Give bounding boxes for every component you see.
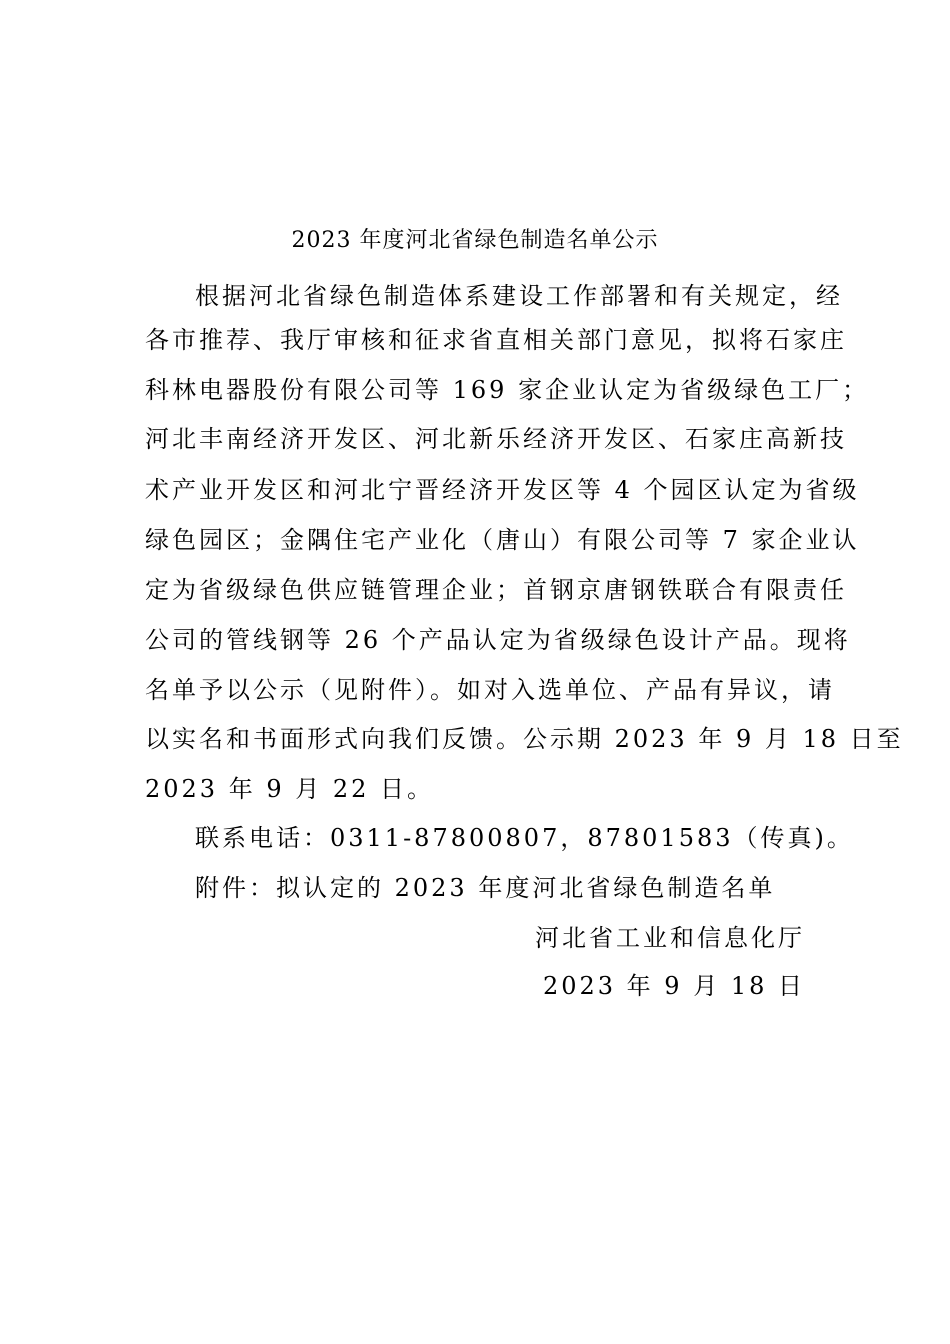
body-line-9: 名单予以公示（见附件）。如对入选单位、产品有异议，请	[145, 676, 835, 704]
body-line-11: 2023 年 9 月 22 日。	[145, 775, 435, 803]
attachment-line: 附件：拟认定的 2023 年度河北省绿色制造名单	[195, 874, 776, 902]
body-line-2: 各市推荐、我厅审核和征求省直相关部门意见，拟将石家庄	[145, 326, 847, 354]
issue-date: 2023 年 9 月 18 日	[542, 972, 805, 1000]
body-line-4: 河北丰南经济开发区、河北新乐经济开发区、石家庄高新技	[145, 425, 847, 453]
body-line-8: 公司的管线钢等 26 个产品认定为省级绿色设计产品。现将	[145, 626, 851, 654]
contact-line: 联系电话：0311-87800807，87801583（传真)。	[195, 824, 854, 852]
body-line-3: 科林电器股份有限公司等 169 家企业认定为省级绿色工厂；	[145, 376, 870, 404]
body-line-10: 以实名和书面形式向我们反馈。公示期 2023 年 9 月 18 日至	[145, 725, 904, 753]
document-title: 2023 年度河北省绿色制造名单公示	[291, 228, 659, 253]
issuer-name: 河北省工业和信息化厅	[535, 924, 805, 952]
body-line-6: 绿色园区；金隅住宅产业化（唐山）有限公司等 7 家企业认	[145, 526, 860, 554]
body-line-1: 根据河北省绿色制造体系建设工作部署和有关规定，经	[195, 282, 843, 310]
body-line-7: 定为省级绿色供应链管理企业；首钢京唐钢铁联合有限责任	[145, 576, 847, 604]
body-line-5: 术产业开发区和河北宁晋经济开发区等 4 个园区认定为省级	[145, 476, 860, 504]
